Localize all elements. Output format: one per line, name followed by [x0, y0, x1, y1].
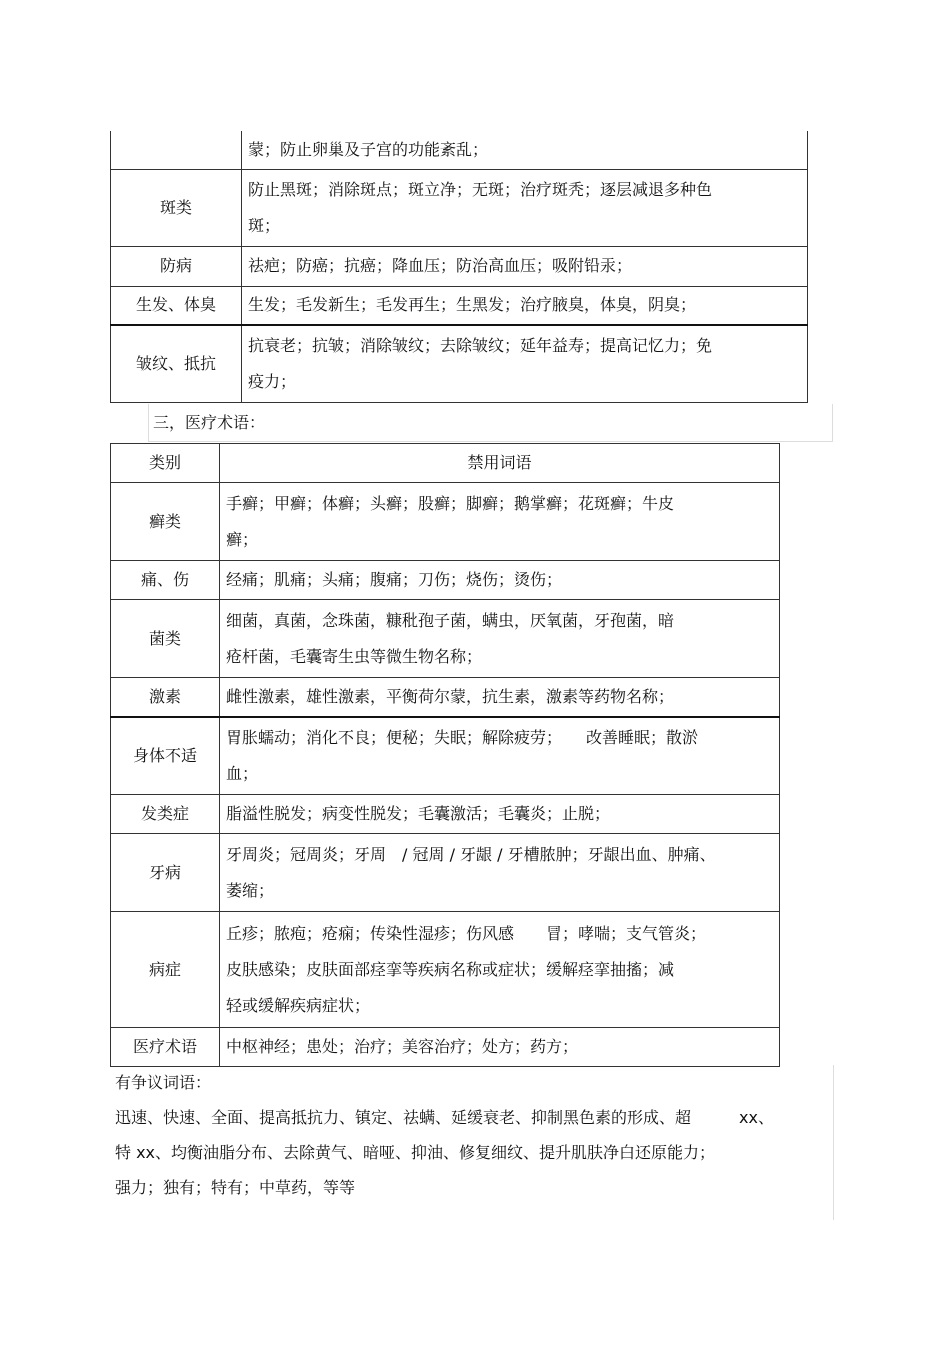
words-line: 细菌，真菌，念珠菌，糠秕孢子菌，螨虫，厌氧菌，牙孢菌，暗 [226, 610, 675, 630]
words-cell [220, 912, 780, 1028]
medical-terms-banned-words-table [110, 443, 780, 1067]
words-line: 丘疹；脓疱；疮痫；传染性湿疹；伤风感 冒；哮喘；支气管炎； [226, 923, 707, 943]
category-cell: 防病 [111, 246, 242, 286]
words-cell [220, 678, 780, 717]
category-cell: 医疗术语 [111, 1028, 220, 1067]
words-cell [242, 286, 808, 325]
disputed-words-line: 特 xx、均衡油脂分布、去除黄气、暗哑、抑油、修复细纹、提升肌肤净白还原能力； [115, 1143, 716, 1162]
words-line: 中枢神经；患处；治疗；美容治疗；处方；药方； [226, 1037, 579, 1056]
words-line: 祛疤；防癌；抗癌；降血压；防治高血压；吸附铅汞； [248, 256, 633, 275]
words-cell [220, 600, 780, 678]
category-cell: 癣类 [111, 483, 220, 561]
words-cell [220, 717, 780, 795]
words-cell [220, 795, 780, 834]
words-line: 雌性激素，雄性激素，平衡荷尔蒙，抗生素，激素等药物名称； [226, 686, 675, 706]
disputed-words-line: 强力；独有；特有；中草药，等等 [115, 1178, 356, 1197]
words-cell [242, 169, 808, 246]
table-row [111, 325, 808, 402]
words-cell [220, 834, 780, 912]
disputed-words-section [115, 1065, 834, 1220]
table-row [111, 678, 780, 717]
words-cell [242, 131, 808, 169]
cosmetics-banned-words-table-continued [110, 131, 808, 403]
category-cell: 身体不适 [111, 717, 220, 795]
section-heading: 三，医疗术语： [148, 404, 833, 442]
category-cell: 激素 [111, 678, 220, 717]
category-cell: 菌类 [111, 600, 220, 678]
category-cell: 痛、伤 [111, 561, 220, 600]
table-row [111, 246, 808, 286]
table-row [111, 717, 780, 795]
words-line: 萎缩； [226, 880, 275, 900]
words-line: 抗衰老；抗皱；消除皱纹；去除皱纹；延年益寿；提高记忆力；免 [248, 335, 713, 355]
words-cell [242, 246, 808, 286]
table-row [111, 169, 808, 246]
words-line: 牙周炎；冠周炎；牙周 / 冠周 / 牙龈 / 牙槽脓肿；牙龈出血、肿痛、 [226, 844, 716, 864]
table-row [111, 912, 780, 1028]
table-row [111, 131, 808, 169]
words-line: 疮杆菌，毛囊寄生虫等微生物名称； [226, 646, 483, 666]
words-cell [220, 483, 780, 561]
words-line: 经痛；肌痛；头痛；腹痛；刀伤；烧伤；烫伤； [226, 570, 563, 589]
words-cell [242, 325, 808, 402]
table-row [111, 795, 780, 834]
words-line: 胃胀蠕动；消化不良；便秘；失眠；解除疲劳； 改善睡眠；散淤 [226, 727, 699, 747]
words-line: 轻或缓解疾病症状； [226, 995, 371, 1015]
words-line: 血； [226, 763, 259, 783]
words-line: 蒙；防止卵巢及子宫的功能紊乱； [248, 139, 489, 159]
category-cell [111, 131, 242, 169]
table-row [111, 1028, 780, 1067]
words-line: 斑； [248, 215, 281, 235]
disputed-words-line: 迅速、快速、全面、提高抵抗力、镇定、祛螨、延缓衰老、抑制黑色素的形成、超 xx、 [115, 1108, 774, 1127]
words-line: 脂溢性脱发；病变性脱发；毛囊激活；毛囊炎；止脱； [226, 804, 611, 823]
table-header-row [111, 444, 780, 483]
category-cell: 病症 [111, 912, 220, 1028]
table-row [111, 600, 780, 678]
words-line: 疫力； [248, 371, 297, 391]
words-line: 癣； [226, 529, 259, 549]
category-cell: 牙病 [111, 834, 220, 912]
table-row [111, 834, 780, 912]
category-cell: 发类症 [111, 795, 220, 834]
disputed-words-heading: 有争议词语： [115, 1073, 212, 1092]
category-cell: 生发、体臭 [111, 286, 242, 325]
table-row [111, 483, 780, 561]
column-header-words: 禁用词语 [220, 444, 780, 483]
category-cell: 皱纹、抵抗 [111, 325, 242, 402]
category-cell: 斑类 [111, 169, 242, 246]
words-cell [220, 1028, 780, 1067]
table-row [111, 561, 780, 600]
words-line: 生发；毛发新生；毛发再生；生黑发；治疗腋臭，体臭，阴臭； [248, 295, 697, 315]
column-header-category: 类别 [111, 444, 220, 483]
table-row [111, 286, 808, 325]
words-line: 皮肤感染；皮肤面部痉挛等疾病名称或症状；缓解痉挛抽搐；减 [226, 959, 675, 979]
words-line: 防止黑斑；消除斑点；斑立净；无斑；治疗斑秃；逐层减退多种色 [248, 179, 713, 199]
words-line: 手癣；甲癣；体癣；头癣；股癣；脚癣；鹅掌癣；花斑癣；牛皮 [226, 493, 675, 513]
words-cell [220, 561, 780, 600]
